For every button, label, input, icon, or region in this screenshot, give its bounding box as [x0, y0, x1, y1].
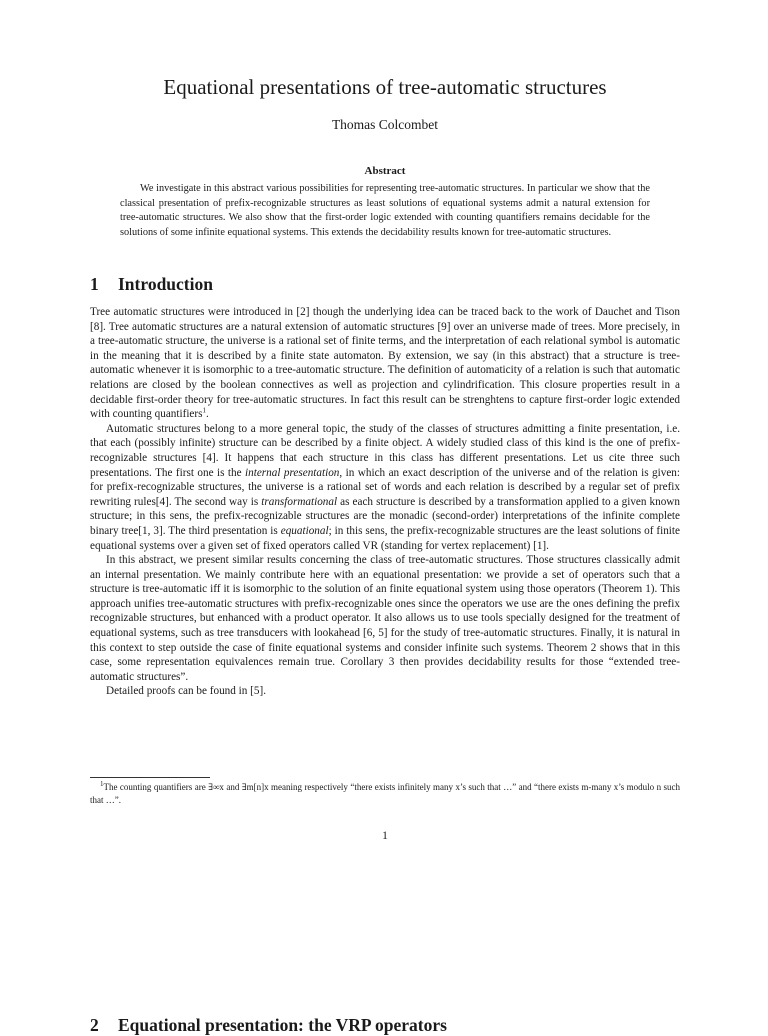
- page-number: 1: [382, 830, 388, 842]
- p2-text-a: Automatic structures belong to a more general topic, the study of the classes of structures admitting a finite presentation, i.e. that each (possibly infinite) structure can be described by a finite object. A widely studied class of this kind is the one of prefix-recognizable structures [4]. It happens that each structure in this class has different presentations. Let us cite three such presentations. The first one is the: [90, 422, 680, 479]
- p2-emph-internal: internal presentation: [245, 466, 340, 479]
- section-title: Introduction: [118, 274, 213, 294]
- next-section-number: 2: [90, 1015, 99, 1035]
- footnote-text: The counting quantifiers are ∃∞x and ∃m[n]x meaning respectively “there exists infinitely many x’s such that …” and “there exists m-many x’s modulo n such that …”.: [90, 782, 680, 805]
- p2-text-c: as each structure is described by a transformation applied to a given known structure; in this sens, the prefix-recognizable structures are the monadic (second-order) interpretations of the infinite complete binary tree[1, 3]. The third presentation is: [90, 495, 680, 537]
- footnote-mark: 1: [100, 780, 104, 788]
- abstract-heading: Abstract: [364, 165, 406, 177]
- introduction-body: [90, 305, 680, 699]
- footnote-rule: [90, 777, 210, 778]
- next-section-heading: [90, 1014, 447, 1036]
- paper-title: Equational presentations of tree-automatic structures: [163, 75, 607, 99]
- intro-paragraph-4: Detailed proofs can be found in [5].: [106, 685, 266, 698]
- p2-emph-equational: equational: [280, 524, 329, 537]
- intro-paragraph-2: [90, 422, 680, 553]
- section-number: 1: [90, 274, 99, 294]
- intro-paragraph-1-end: .: [205, 408, 209, 421]
- intro-paragraph-1-text: Tree automatic structures were introduced in [2] though the underlying idea can be traced back to the work of Dauchet and Tison [8]. Tree automatic structures are a natural extension of automatic structures [9] over an universe made of trees. More precisely, in a tree-automatic structure, the universe is a rational set of finite terms, and the interpretation of each relational symbol is automatic in the meaning that it is described by a finite state automaton. By extension, we say (in this abstract) that a structure is tree-automatic whenever it is isomorphic to a tree-automatic structure. The definition of automaticity of a relation is such that automatic relations are closed by the boolean connectives as well as projection and cylindrification. This closure properties result in a decidable first-order theory for tree-automatic structures. In fact this result can be strenghtens to capture first-order logic extended with counting quantifiers: [90, 306, 680, 421]
- section-heading-introduction: [90, 273, 213, 295]
- p2-text-b: , in which an exact description of the universe and of the relation is given: for prefix-recognizable structures, the universe is a rational set of words and each relation is described by a regular set of prefix rewriting rules[4]. The second way is: [90, 466, 680, 508]
- paper-author: Thomas Colcombet: [331, 117, 439, 132]
- footnote-marker[interactable]: 1: [202, 406, 206, 415]
- abstract-body: [120, 182, 650, 240]
- p2-emph-transformational: transformational: [261, 495, 338, 508]
- footnote: [90, 781, 680, 807]
- intro-paragraph-1: [90, 305, 680, 422]
- p2-text-d: ; in this sens, the prefix-recognizable structures are the least solutions of finite equational systems over a given set of fixed operators called VR (standing for vertex replacement) [1].: [90, 524, 680, 552]
- next-section-title: Equational presentation: the VRP operators: [118, 1015, 447, 1035]
- abstract-text: We investigate in this abstract various possibilities for representing tree-automatic structures. In particular we show that the classical presentation of prefix-recognizable structures as least solutions of equational systems admit a natural extension for tree-automatic structures. We also show that the first-order logic extended with counting quantifiers remains decidable for the solutions of some infinite equational systems. This extends the decidability results known for tree-automatic structures.: [120, 183, 650, 238]
- intro-paragraph-3: In this abstract, we present similar results concerning the class of tree-automatic structures. Those structures classically admit an internal presentation. We mainly contribute here with an equational presentation: we provide a set of operators such that a structure is tree-automatic iff it is isomorphic to the solution of an finite equational system using those operators (Theorem 1). This approach unifies tree-automatic structures with prefix-recognizable ones since the operators we use are the ones defining the prefix recognizable structures, but enhanced with a product operator. It also allows us to use tools specially designed for the treatment of equational systems, such as tree transducers with lookahead [6, 5] for the study of tree-automatic structures. Finally, it is natural in this context to step outside the case of finite equational systems and consider infinite such systems. Theorem 2 shows that in this case, some representation equivalences remain true. Corollary 3 then provides decidability results for those “extended tree-automatic structures”.: [90, 554, 680, 683]
